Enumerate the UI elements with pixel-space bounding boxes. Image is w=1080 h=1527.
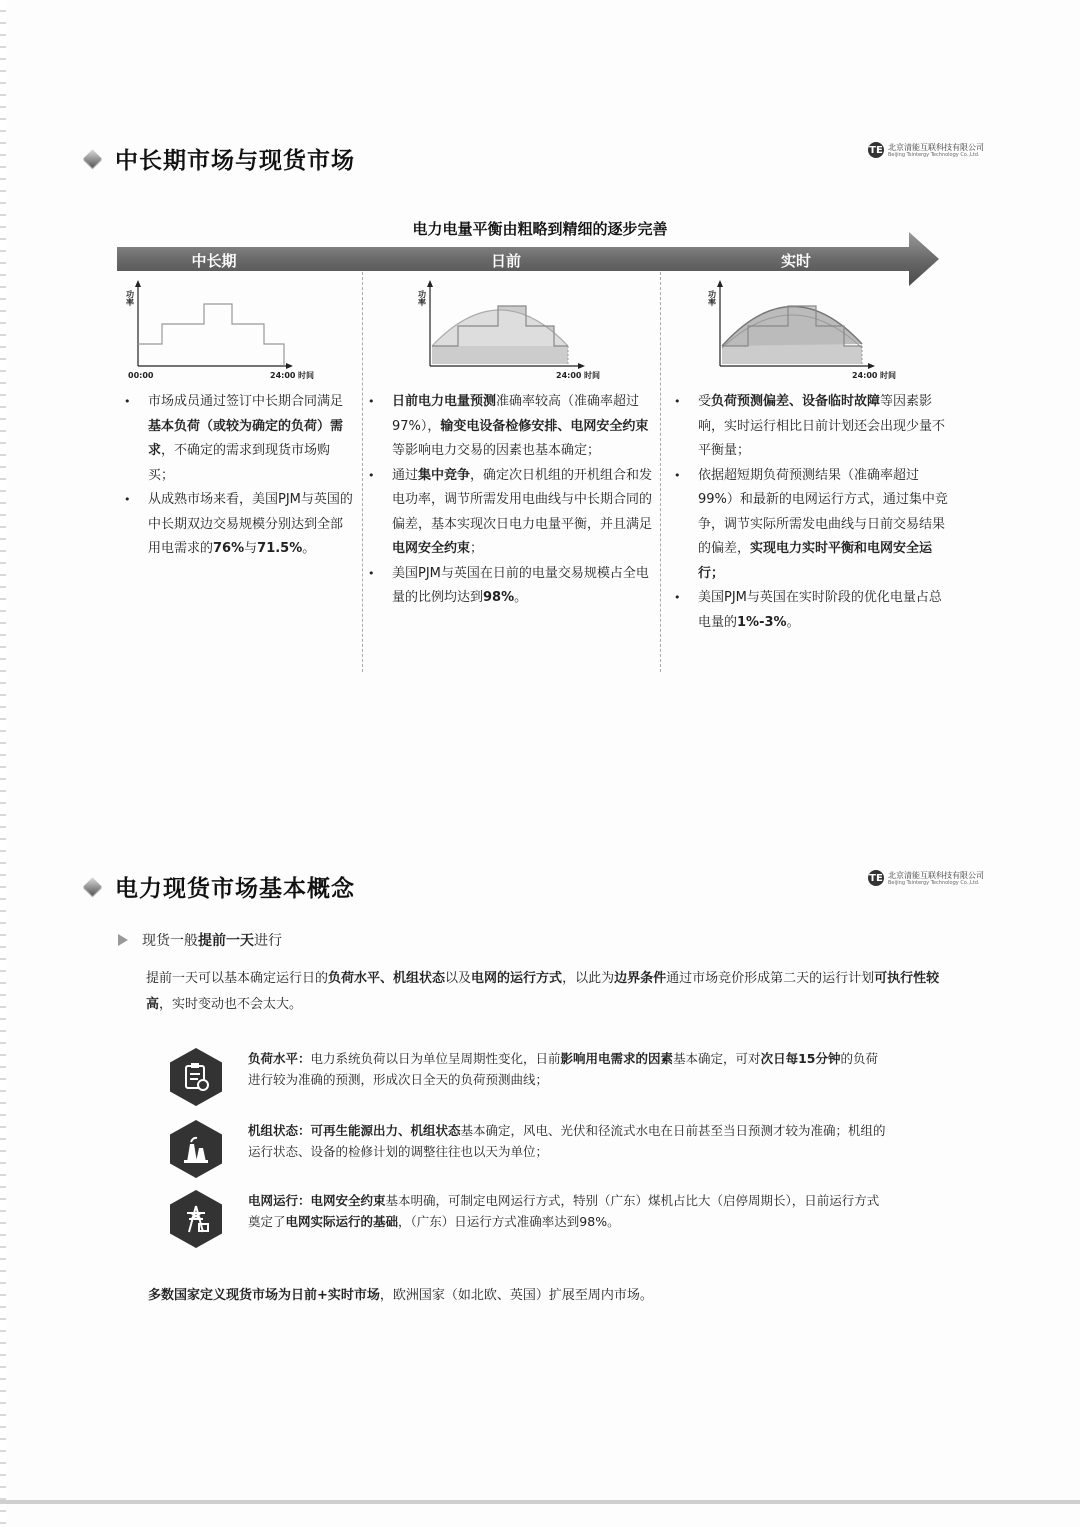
logo-name: 北京清能互联科技有限公司 [888,142,984,152]
stage-real-time: 实时 [780,252,811,270]
column-real-time [674,390,949,635]
list-item: • 从成熟市场来看，美国PJM与英国的中长期双边交易规模分别达到全部用电需求的76%与71.5%。 [124,488,354,562]
chart3-x-unit: 时间 [880,371,896,380]
company-logo: TE 北京清能互联科技有限公司 Beijing Tsintergy Technology Co.,Ltd. [869,870,984,886]
section1-title: 中长期市场与现货市场 [115,148,355,174]
concept-load-level [170,1048,890,1106]
chart3-ylabel: 功率 [707,290,717,306]
chart2-x-unit: 时间 [584,371,600,380]
transmission-tower-icon [170,1190,222,1248]
diamond-bullet-icon [83,149,101,167]
chart-day-ahead [412,278,612,384]
column-mid-long-term [124,390,354,562]
column-day-ahead [368,390,658,611]
concept-text: 机组状态：可再生能源出力、机组状态基本确定，风电、光伏和径流式水电在日前甚至当日预测才较为准确；机组的运行状态、设备的检修计划的调整往往也以天为单位； [248,1123,886,1159]
forecast-curve [432,310,568,346]
power-plant-icon [170,1120,222,1178]
chart1-x-unit: 时间 [298,371,314,380]
list-item: • 美国PJM与英国在日前的电量交易规模占全电量的比例均达到98%。 [368,562,658,611]
list-item: • 美国PJM与英国在实时阶段的优化电量占总电量的1%-3%。 [674,586,949,635]
concept-text: 负荷水平：电力系统负荷以日为单位呈周期性变化，日前影响用电需求的因素基本确定，可对次日每15分钟的负荷进行较为准确的预测，形成次日全天的负荷预测曲线； [248,1051,878,1087]
chart2-ylabel: 功率 [417,290,427,306]
list-item: • 市场成员通过签订中长期合同满足基本负荷（或较为确定的负荷）需求，不确定的需求到现货市场购买； [124,390,354,488]
chart3-x-end: 24:00 [852,371,878,380]
chart2-x-end: 24:00 [556,371,582,380]
section1-header [86,142,355,175]
concept-text: 电网运行：电网安全约束基本明确，可制定电网运行方式，特别（广东）煤机占比大（启停周期长），日前运行方式奠定了电网实际运行的基础，（广东）日运行方式准确率达到98%。 [248,1193,880,1229]
intro-paragraph: 提前一天可以基本确定运行日的负荷水平、机组状态以及电网的运行方式，以此为边界条件通过市场竞价形成第二天的运行计划可执行性较高，实时变动也不会太大。 [146,971,940,1012]
column-separator [660,272,661,672]
stage-day-ahead: 日前 [490,252,521,270]
stage-mid-long-term: 中长期 [191,252,237,270]
chart-mid-long-term [120,278,320,384]
diamond-bullet-icon [83,877,101,895]
footer-note: 多数国家定义现货市场为日前+实时市场，欧洲国家（如北欧、英国）扩展至周内市场。 [148,1288,653,1303]
list-item: • 通过集中竞争，确定次日机组的开机组合和发电功率，调节所需发用电曲线与中长期合同的偏差，基本实现次日电力电量平衡，并且满足电网安全约束； [368,464,658,562]
list-item: • 受负荷预测偏差、设备临时故障等因素影响，实时运行相比日前计划还会出现少量不平衡量； [674,390,949,464]
contract-step-curve [138,304,284,366]
chart1-x-start: 00:00 [128,371,154,380]
subheading: 现货一般 提前一天 进行 [118,930,282,950]
section2-header [86,870,355,903]
chart1-x-end: 24:00 [270,371,296,380]
arrow-bullet-icon [118,934,128,946]
concept-unit-status [170,1120,890,1178]
banner-title: 电力电量平衡由粗略到精细的逐步完善 [412,220,668,238]
logo-icon: TE [868,142,884,158]
section2-title: 电力现货市场基本概念 [115,876,355,902]
company-logo [868,142,984,158]
logo-icon: TE [868,870,884,886]
logo-en: Beijing Tsintergy Technology Co.,Ltd. [888,151,980,158]
chart-real-time [702,278,902,384]
clipboard-icon [170,1048,222,1106]
list-item: • 日前电力电量预测准确率较高（准确率超过97%），输变电设备检修安排、电网安全约束等影响电力交易的因素也基本确定； [368,390,658,464]
page-bottom-edge [0,1500,1080,1504]
chart1-ylabel: 功率 [125,290,135,306]
concept-grid-operation [170,1190,890,1248]
list-item: • 依据超短期负荷预测结果（准确率超过99%）和最新的电网运行方式，通过集中竞争，调节实际所需发电曲线与日前交易结果的偏差，实现电力实时平衡和电网安全运行； [674,464,949,587]
column-separator [362,272,363,672]
